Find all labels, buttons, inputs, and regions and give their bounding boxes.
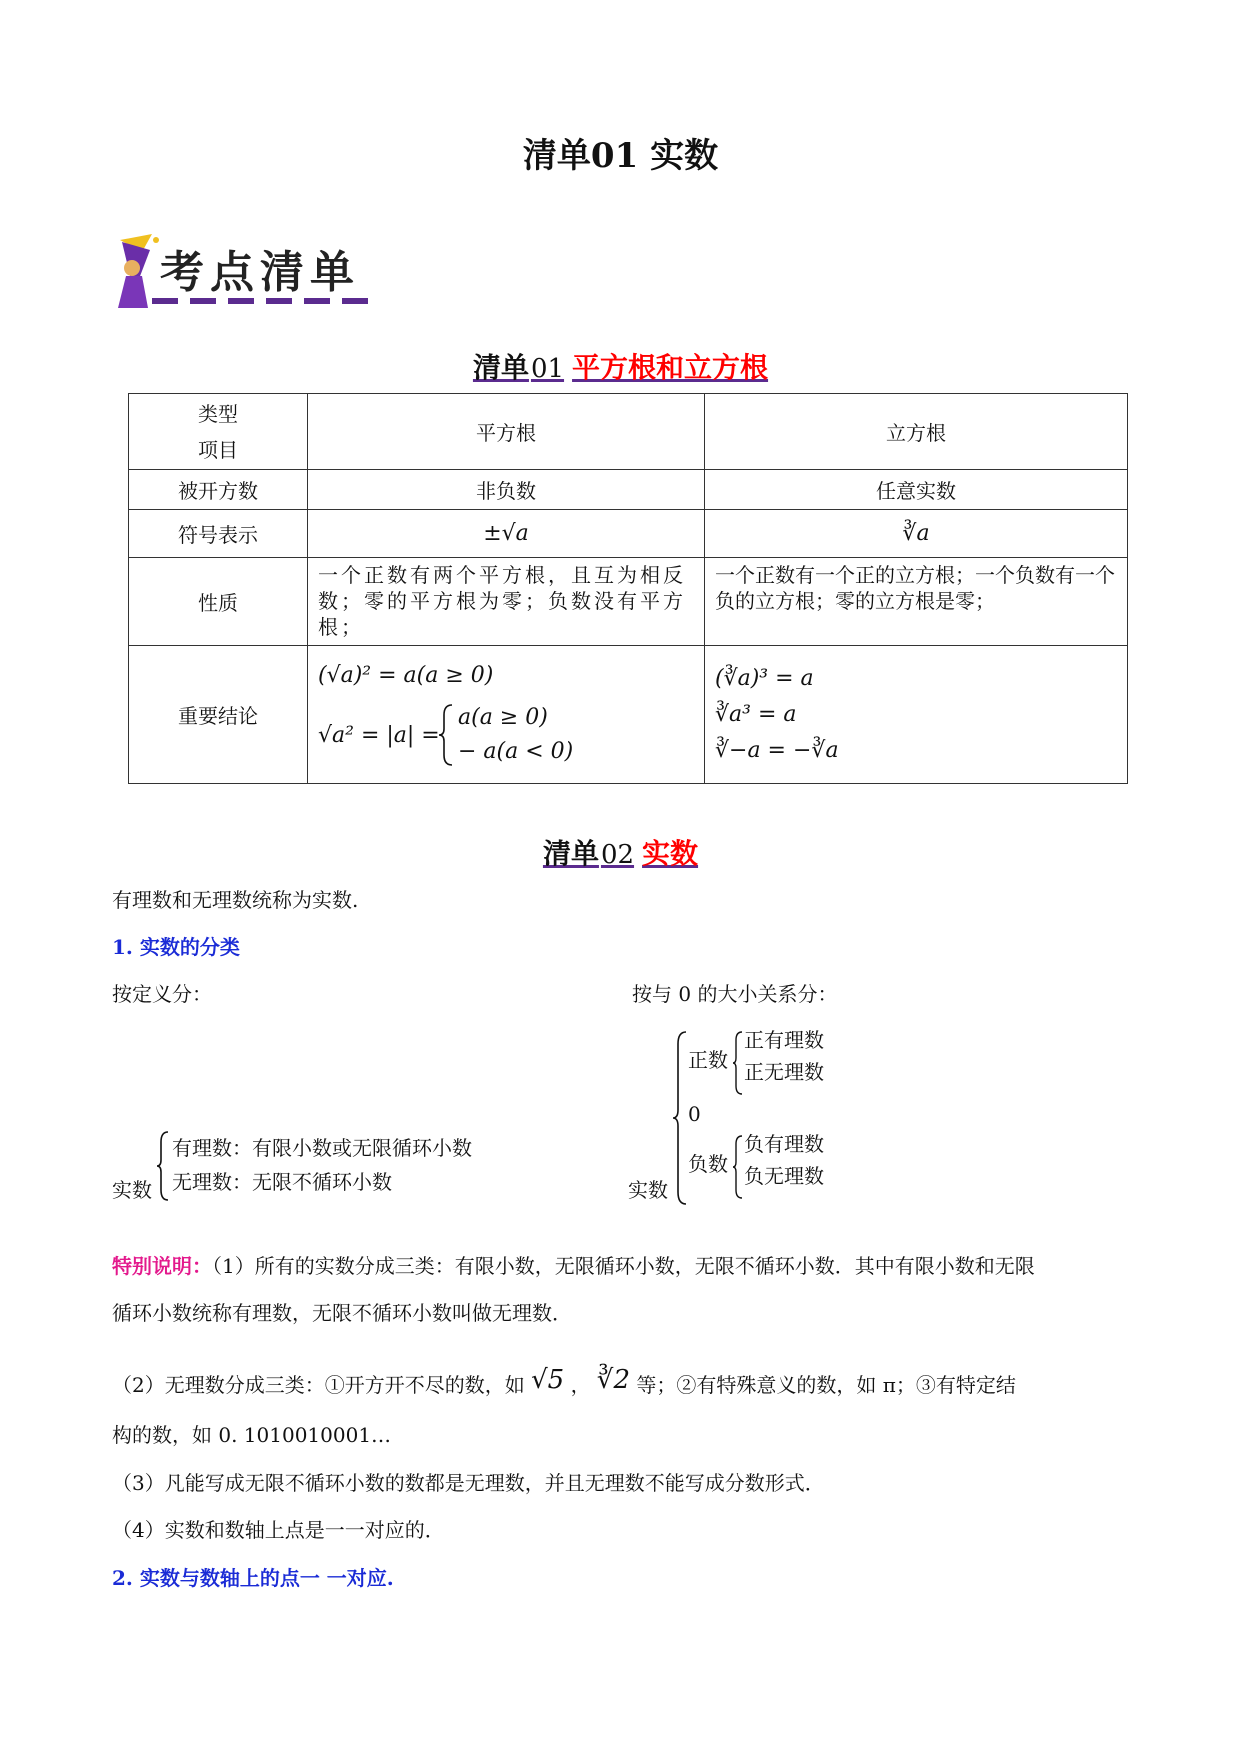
section1-title: 清单01 平方根和立方根 xyxy=(472,351,769,384)
note-3: （3）凡能写成无限不循环小数的数都是无理数，并且无理数不能写成分数形式． xyxy=(112,1471,825,1495)
header-col1: 平方根 xyxy=(308,394,705,470)
brace-icon xyxy=(438,703,454,767)
note-1-line-1: 特别说明：（1）所有的实数分成三类：有限小数，无限循环小数，无限不循环小数．其中有限小数和无限 xyxy=(112,1254,1035,1278)
heading-number-line: 2. 实数与数轴上的点一 一对应. xyxy=(112,1566,394,1590)
brace-icon xyxy=(732,1134,744,1200)
roots-table: 类型 项目 平方根 立方根 被开方数 非负数 任意实数 符号表示 ±√a ∛a 性质 一个正数有两个平方根，且互为相反数；零的平方根为零；负数没有平方根； 一个正数有一个正的立方根；一个负数有一个负的立方根；零的立方根是零； 重要结论 (√a)² = a(a ≥ 0) √a² = |a| = a(a ≥ 0) − a(a < 0) (∛a)³ = a ∛a³ = a ∛−a = −∛a xyxy=(128,393,1128,784)
page-title: 清单01 实数 xyxy=(522,136,719,176)
sign-tree: 实数 正数 正有理数 正无理数 0 负数 负有理数 负无理数 xyxy=(628,1026,928,1216)
brace-icon xyxy=(156,1130,170,1202)
note-1-line-2: 循环小数统称有理数，无限不循环小数叫做无理数． xyxy=(112,1301,572,1325)
section2-title: 清单02 实数 xyxy=(542,837,699,870)
header-corner: 类型 项目 xyxy=(129,394,308,470)
logo-text: 考点清单 xyxy=(160,247,360,298)
heading-classification: 1. 实数的分类 xyxy=(112,935,240,959)
brace-icon xyxy=(732,1030,744,1096)
logo-underline xyxy=(152,298,372,304)
definition-tree: 实数 有理数：有限小数或无限循环小数 无理数：无限不循环小数 xyxy=(112,1130,532,1210)
intro-text: 有理数和无理数统称为实数. xyxy=(112,888,359,912)
header-col2: 立方根 xyxy=(705,394,1128,470)
by-zero-label: 按与 0 的大小关系分： xyxy=(632,982,838,1006)
note-4: （4）实数和数轴上点是一一对应的． xyxy=(112,1518,445,1542)
row-label: 被开方数 xyxy=(129,470,308,510)
brace-icon xyxy=(672,1030,688,1206)
note-2-line-2: 构的数，如 0. 1010010001… xyxy=(112,1423,392,1447)
note-2-line-1: （2）无理数分成三类：①开方开不尽的数，如 √5 ， ∛2 等；②有特殊意义的数，如 π；③有特定结 xyxy=(112,1365,1016,1397)
section-logo xyxy=(112,232,374,310)
by-definition-label: 按定义分： xyxy=(112,982,212,1006)
